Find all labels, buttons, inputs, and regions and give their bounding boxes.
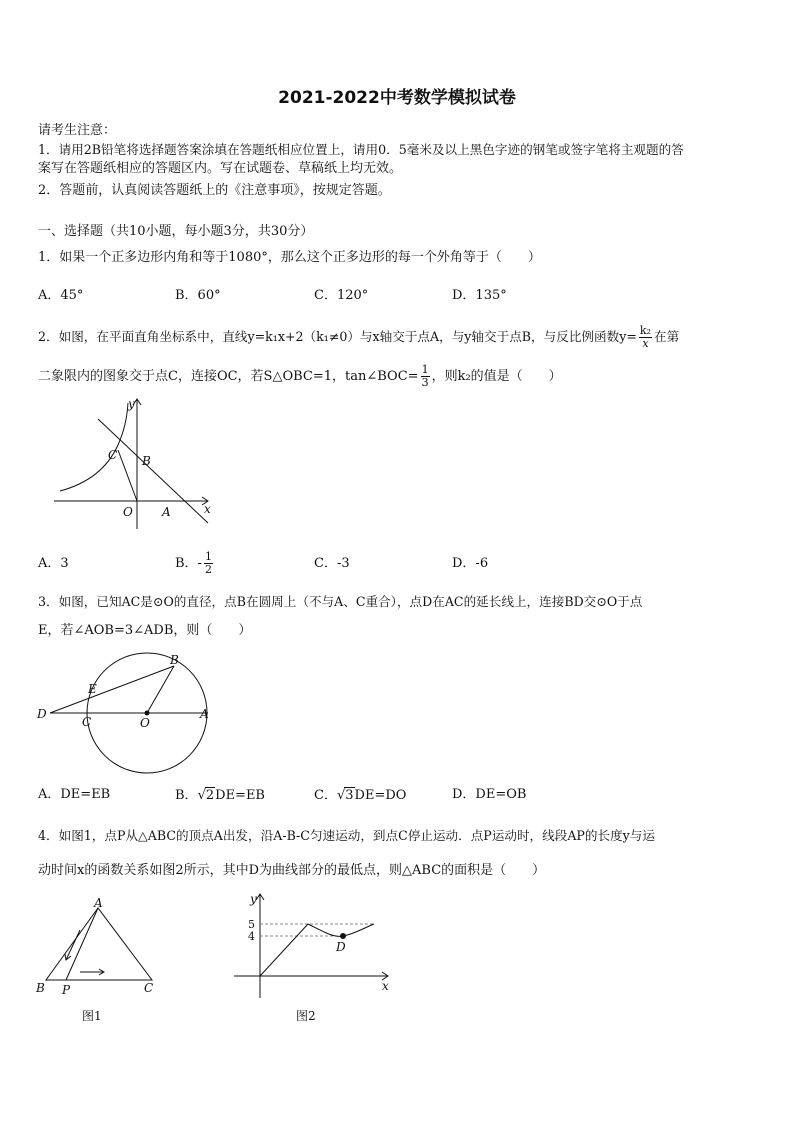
q4-point-d <box>340 933 346 939</box>
q3-option-a[interactable]: A．DE=EB <box>38 787 111 802</box>
q3-option-c-radicand: 3 <box>345 788 354 803</box>
q3-option-b-rest: DE=EB <box>215 788 265 803</box>
q3-label-b: B <box>170 653 179 667</box>
q3-label-e: E <box>88 682 97 696</box>
q4-fig1-label-a: A <box>94 896 103 910</box>
q1-option-b[interactable]: B．60° <box>175 288 221 303</box>
q3-option-b-prefix: B． <box>175 788 198 803</box>
q1-option-a[interactable]: A．45° <box>38 288 84 303</box>
q2-figure <box>40 395 220 535</box>
notice-line-1a: 1．请用2B铅笔将选择题答案涂填在答题纸相应位置上，请用0．5毫米及以上黑色字迹的钢笔或签字笔将主观题的答 <box>38 142 684 157</box>
notice-heading: 请考生注意： <box>38 123 117 138</box>
q3-option-d[interactable]: D．DE=OB <box>452 787 527 802</box>
q2-label-c: C <box>108 448 118 462</box>
q4-fig2-caption: 图2 <box>296 1009 316 1023</box>
q2-option-c[interactable]: C．-3 <box>314 556 350 571</box>
q4-fig2-label-y: y <box>250 892 257 906</box>
q4-figure-2 <box>232 890 402 1030</box>
frac-denominator: 2 <box>204 563 212 576</box>
q2-line2-b: ，则k₂的值是（ ） <box>431 369 562 384</box>
q2-hyperbola <box>60 403 128 491</box>
frac-numerator: 1 <box>421 363 429 376</box>
q3-option-b-radicand: 2 <box>205 788 215 803</box>
q2-label-y: y <box>128 397 135 411</box>
frac-numerator: 1 <box>204 550 212 563</box>
frac-denominator: x <box>642 337 649 350</box>
q2-stem-a: 2．如图，在平面直角坐标系中，直线y=k₁x+2（k₁≠0）与x轴交于点A，与y轴交于点B，与反比例函数y= <box>38 329 637 344</box>
q3-option-c-prefix: C． <box>314 788 337 803</box>
section-heading: 一、选择题（共10小题，每小题3分，共30分） <box>38 224 314 239</box>
q2-label-o: O <box>123 505 133 519</box>
q2-label-b: B <box>142 454 151 468</box>
q4-fig2-label-d: D <box>336 940 346 954</box>
q2-line-ab <box>98 419 208 523</box>
q1-option-c[interactable]: C．120° <box>314 288 369 303</box>
q3-option-c[interactable]: C．√3DE=DO <box>314 788 407 803</box>
q4-fig1-label-c: C <box>144 981 154 995</box>
q3-option-c-rest: DE=DO <box>354 788 407 803</box>
page-title: 2021-2022中考数学模拟试卷 <box>278 88 516 108</box>
q2-segment-oc <box>118 450 137 501</box>
q3-radius-ob <box>147 666 174 713</box>
q4-fig2-tick-4: 4 <box>248 930 255 943</box>
q3-label-a: A <box>200 707 209 721</box>
q4-fig2-tick-5: 5 <box>248 918 255 931</box>
q2-stem-b: 在第 <box>653 329 680 344</box>
q1-option-d[interactable]: D．135° <box>452 288 507 303</box>
q2-stem-line1 <box>38 320 679 354</box>
q2-fraction-k2-over-x <box>639 325 652 350</box>
q4-fig1-label-b: B <box>36 981 45 995</box>
q3-center-dot <box>145 711 150 716</box>
notice-line-2: 2．答题前，认真阅读答题纸上的《注意事项》，按规定答题。 <box>38 183 391 198</box>
q2-option-b-fraction <box>204 551 213 576</box>
q2-stem-line2 <box>38 360 562 394</box>
q3-line-db <box>50 666 174 713</box>
q1-stem: 1．如果一个正多边形内角和等于1080°，那么这个正多边形的每一个外角等于（ ） <box>38 250 541 265</box>
q2-option-a[interactable]: A．3 <box>38 556 69 571</box>
q4-fig1-caption: 图1 <box>82 1009 102 1023</box>
q3-label-o: O <box>140 716 150 730</box>
q4-figure-1 <box>36 898 166 1028</box>
q3-label-d: D <box>37 707 47 721</box>
q2-fraction-1-over-3 <box>421 364 430 389</box>
q3-stem-line1: 3．如图，已知AC是⊙O的直径，点B在圆周上（不与A、C重合），点D在AC的延长线上，连接BD交⊙O于点 <box>38 594 643 609</box>
q3-stem-line2: E，若∠AOB=3∠ADB，则（ ） <box>38 623 252 638</box>
frac-numerator: k₂ <box>639 324 651 337</box>
q4-graph-linear <box>260 924 308 976</box>
q4-segment-ap <box>66 908 98 980</box>
q4-fig2-label-x: x <box>382 979 389 993</box>
q4-stem-line2: 动时间x的函数关系如图2所示，其中D为曲线部分的最低点，则△ABC的面积是（ ） <box>38 863 546 878</box>
q2-label-a: A <box>162 505 171 519</box>
q4-arrow-ab <box>66 930 80 960</box>
q4-fig1-label-p: P <box>62 983 71 997</box>
q2-option-b[interactable] <box>175 546 215 582</box>
q3-label-c: C <box>82 715 92 729</box>
frac-denominator: 3 <box>421 376 429 389</box>
notice-line-1b: 案写在答题纸相应的答题区内。写在试题卷、草稿纸上均无效。 <box>38 161 403 176</box>
q3-option-b[interactable]: B．√2DE=EB <box>175 788 265 803</box>
q2-option-b-prefix: B．- <box>175 556 202 571</box>
q4-stem-line1: 4．如图1，点P从△ABC的顶点A出发，沿A-B-C匀速运动，到点C停止运动．点P运动时，线段AP的长度y与运 <box>38 828 655 843</box>
q2-line2-a: 二象限内的图象交于点C，连接OC，若S△OBC=1，tan∠BOC= <box>38 369 419 384</box>
q2-option-d[interactable]: D．-6 <box>452 556 489 571</box>
q2-label-x: x <box>204 502 211 516</box>
q3-figure <box>36 652 216 762</box>
